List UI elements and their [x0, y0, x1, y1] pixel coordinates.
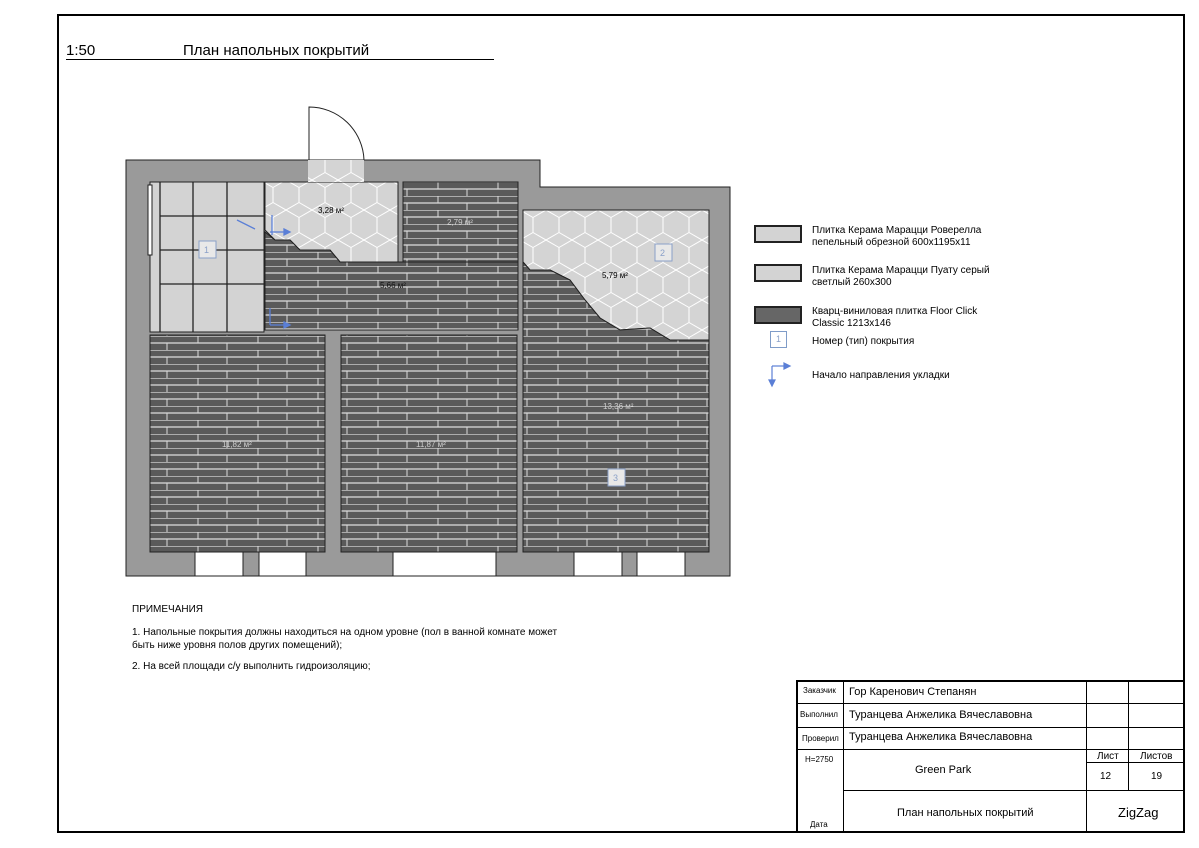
drawing-name: План напольных покрытий — [897, 807, 1034, 819]
room-badge: 1 — [204, 245, 210, 255]
notes-item-1: 1. Напольные покрытия должны находиться на одном уровне (пол в ванной комнате может быть ниже уровня полов других помещений); — [132, 627, 558, 651]
area-label: 3,28 м² — [318, 206, 344, 215]
area-label: 11,87 м² — [416, 440, 446, 449]
sheet-number: 12 — [1100, 771, 1112, 782]
legend-swatch-hex — [754, 264, 802, 282]
date-label: Дата — [810, 820, 828, 829]
height-label: Н=2750 — [805, 755, 834, 764]
legend-item-1: Плитка Керама Марацци Роверелла пепельный обрезной 600x1195x11 — [812, 225, 982, 248]
legend-badge-label: Номер (тип) покрытия — [812, 336, 915, 347]
legend-swatch-tile — [754, 225, 802, 243]
performer-value: Туранцева Анжелика Вячеславовна — [849, 709, 1033, 721]
legend-item-3: Кварц-виниловая плитка Floor Click Classic 1213x146 — [812, 306, 978, 329]
checker-label: Проверил — [802, 734, 839, 743]
area-label: 11,82 м² — [222, 440, 252, 449]
legend-item-2: Плитка Керама Марацци Пуату серый светлый 260x300 — [812, 265, 990, 288]
room-badge: 3 — [613, 473, 619, 483]
sheet-label: Лист — [1097, 751, 1119, 762]
notes-item-2: 2. На всей площади с/у выполнить гидроизоляцию; — [132, 661, 371, 672]
area-label: 13,36 м² — [603, 402, 634, 411]
checker-value: Туранцева Анжелика Вячеславовна — [849, 731, 1033, 743]
legend-badge: 1 — [770, 331, 787, 348]
legend-arrow-label: Начало направления укладки — [812, 370, 950, 381]
sheets-total: 19 — [1151, 771, 1163, 782]
sheets-label: Листов — [1140, 751, 1173, 762]
project-name: Green Park — [915, 764, 972, 776]
room-badge: 2 — [660, 248, 666, 258]
notes-heading: ПРИМЕЧАНИЯ — [132, 604, 204, 615]
area-label: 5,79 м² — [602, 271, 628, 280]
legend-swatch-vinyl — [754, 306, 802, 324]
area-label: 5,66 м² — [380, 281, 406, 290]
company-name: ZigZag — [1118, 805, 1159, 820]
legend-arrow-icon — [769, 363, 790, 386]
scale-label: 1:50 — [66, 42, 96, 59]
area-label: 2,79 м² — [447, 218, 473, 227]
customer-value: Гор Каренович Степанян — [849, 686, 977, 698]
customer-label: Заказчик — [803, 686, 836, 695]
performer-label: Выполнил — [800, 710, 838, 719]
page-title: План напольных покрытий — [183, 42, 370, 59]
